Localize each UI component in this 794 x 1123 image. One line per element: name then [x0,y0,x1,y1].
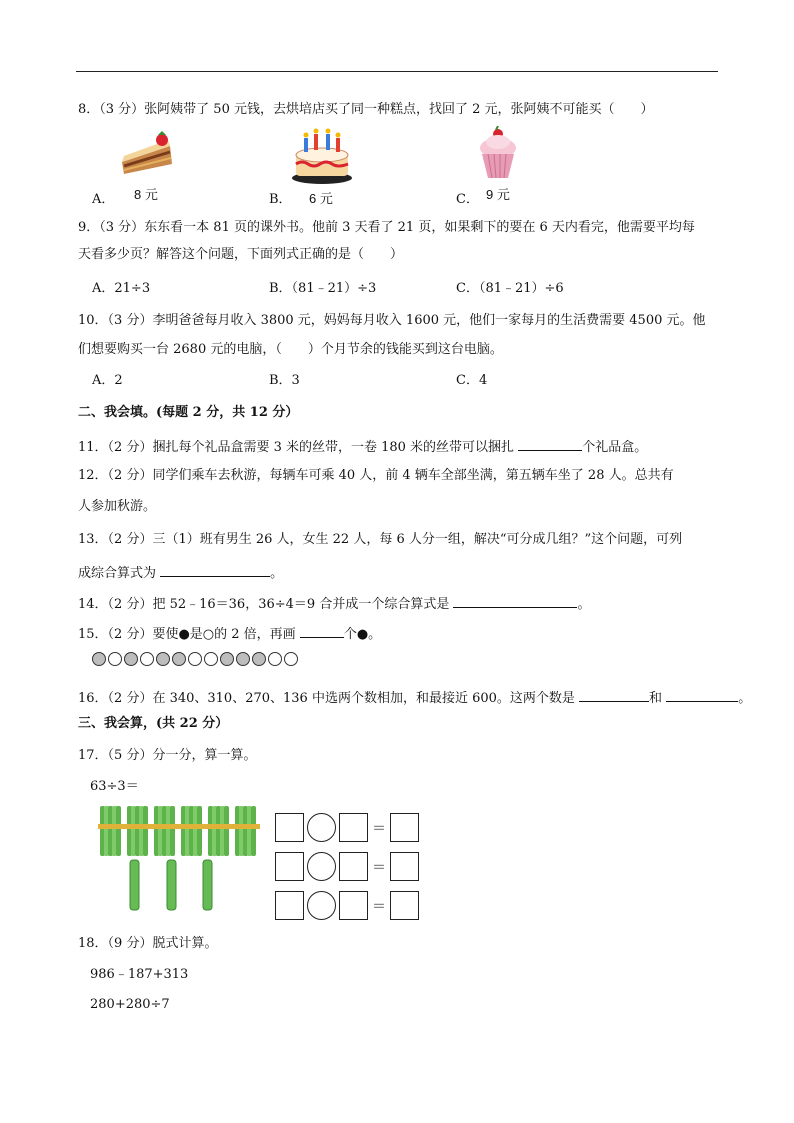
empty-circle-icon [268,652,282,666]
cupcake-icon [474,126,522,184]
answer-box[interactable] [275,813,304,842]
cake-slice-icon [118,128,180,176]
answer-box[interactable] [390,852,419,881]
sticks-bundles-icon [96,802,261,912]
q11-text-before: 11．（2 分）捆扎每个礼品盒需要 3 米的丝带，一卷 180 米的丝带可以捆扎 [78,440,519,455]
operator-circle[interactable] [307,813,336,842]
q13-text-before: 成综合算式为 [78,566,161,581]
q16 [78,687,751,708]
gray-circle-icon [92,652,106,666]
equals-sign: ＝ [372,898,386,915]
q17-expression: 63÷3＝ [90,779,139,794]
q8-option-a[interactable]: A． [92,192,115,207]
empty-circle-icon [188,652,202,666]
birthday-cake-icon [290,128,354,186]
q14-text-after: 。 [577,597,591,612]
answer-box[interactable] [339,891,368,920]
q13-answer-blank[interactable] [160,562,270,577]
q10-option-b[interactable]: B．3 [269,373,300,388]
q9-option-b[interactable]: B．（81﹣21）÷3 [269,281,377,296]
q12-stem-line1: 12．（2 分）同学们乘车去秋游，每辆车可乘 40 人，前 4 辆车全部坐满，第五辆车坐了 28 人。总共有 [78,468,674,483]
section-3-heading: 三、我会算，(共 22 分） [78,716,229,731]
gray-circle-icon [220,652,234,666]
q9-stem-line1: 9．（3 分）东东看一本 81 页的课外书。他前 3 天看了 21 页，如果剩下的要在 6 天内看完，他需要平均每 [78,220,695,235]
q8-option-b[interactable]: B． [269,192,292,207]
q16-answer-blank-2[interactable] [666,687,738,702]
q11 [78,436,647,457]
q8-price-c: 9 元 [486,187,510,202]
q8-price-a: 8 元 [134,187,158,202]
q16-text-mid: 和 [649,691,667,706]
gray-circle-icon [252,652,266,666]
header-rule [76,71,718,72]
q18-stem: 18．（9 分）脱式计算。 [78,936,218,951]
q16-text-before: 16．（2 分）在 340、310、270、136 中选两个数相加，和最接近 600。这两个数是 [78,691,580,706]
q14-text-before: 14．（2 分）把 52﹣16＝36，36÷4＝9 合并成一个综合算式是 [78,597,454,612]
answer-box[interactable] [339,852,368,881]
answer-box[interactable] [275,852,304,881]
q8-price-b: 6 元 [309,191,333,206]
q8-stem: 8．（3 分）张阿姨带了 50 元钱，去烘培店买了同一种糕点，找回了 2 元，张阿姨不可能买（ ） [78,102,654,117]
answer-box[interactable] [390,813,419,842]
equals-sign: ＝ [372,859,386,876]
empty-circle-icon [284,652,298,666]
gray-circle-icon [172,652,186,666]
q9-option-a[interactable]: A．21÷3 [92,281,151,296]
answer-box[interactable] [339,813,368,842]
empty-circle-icon [140,652,154,666]
q15-text-before: 15．（2 分）要使●是○的 2 倍，再画 [78,627,300,642]
q11-answer-blank[interactable] [518,436,582,451]
operator-circle[interactable] [307,852,336,881]
q16-answer-blank-1[interactable] [579,687,649,702]
q15 [78,623,381,644]
q17-equation-row-3 [275,891,419,920]
q9-option-c[interactable]: C．（81﹣21）÷6 [456,281,564,296]
q17-equation-row-2 [275,852,419,881]
q12-stem-line2: 人参加秋游。 [78,499,157,514]
operator-circle[interactable] [307,891,336,920]
q10-stem-line2: 们想要购买一台 2680 元的电脑，（ ）个月节余的钱能买到这台电脑。 [78,342,503,357]
empty-circle-icon [108,652,122,666]
q8-option-c[interactable]: C． [456,192,479,207]
q10-option-c[interactable]: C．4 [456,373,488,388]
q10-stem-line1: 10．（3 分）李明爸爸每月收入 3800 元，妈妈每月收入 1600 元，他们一家每月的生活费需要 4500 元。他 [78,313,706,328]
empty-circle-icon [204,652,218,666]
answer-box[interactable] [390,891,419,920]
q16-text-after: 。 [738,691,752,706]
equals-sign: ＝ [372,820,386,837]
q11-text-after: 个礼品盒。 [582,440,648,455]
q15-answer-blank[interactable] [300,623,344,638]
q14-answer-blank[interactable] [453,593,577,608]
gray-circle-icon [124,652,138,666]
q13-stem-line1: 13．（2 分）三（1）班有男生 26 人，女生 22 人，每 6 人分一组，解决“可分成几组？”这个问题，可列 [78,532,683,547]
q13-line2 [78,562,283,583]
gray-circle-icon [236,652,250,666]
section-2-heading: 二、我会填。(每题 2 分，共 12 分） [78,405,299,420]
q17-stem: 17．（5 分）分一分，算一算。 [78,748,257,763]
gray-circle-icon [156,652,170,666]
q15-text-after: 个●。 [343,627,382,642]
q18-expression-2: 280+280÷7 [90,997,170,1012]
q13-text-after: 。 [270,566,284,581]
answer-box[interactable] [275,891,304,920]
q15-circle-row [92,652,298,666]
q14 [78,593,590,614]
q9-stem-line2: 天看多少页？解答这个问题，下面列式正确的是（ ） [78,247,404,262]
q18-expression-1: 986﹣187+313 [90,967,189,982]
q17-equation-row-1 [275,813,419,842]
q10-option-a[interactable]: A．2 [92,373,123,388]
